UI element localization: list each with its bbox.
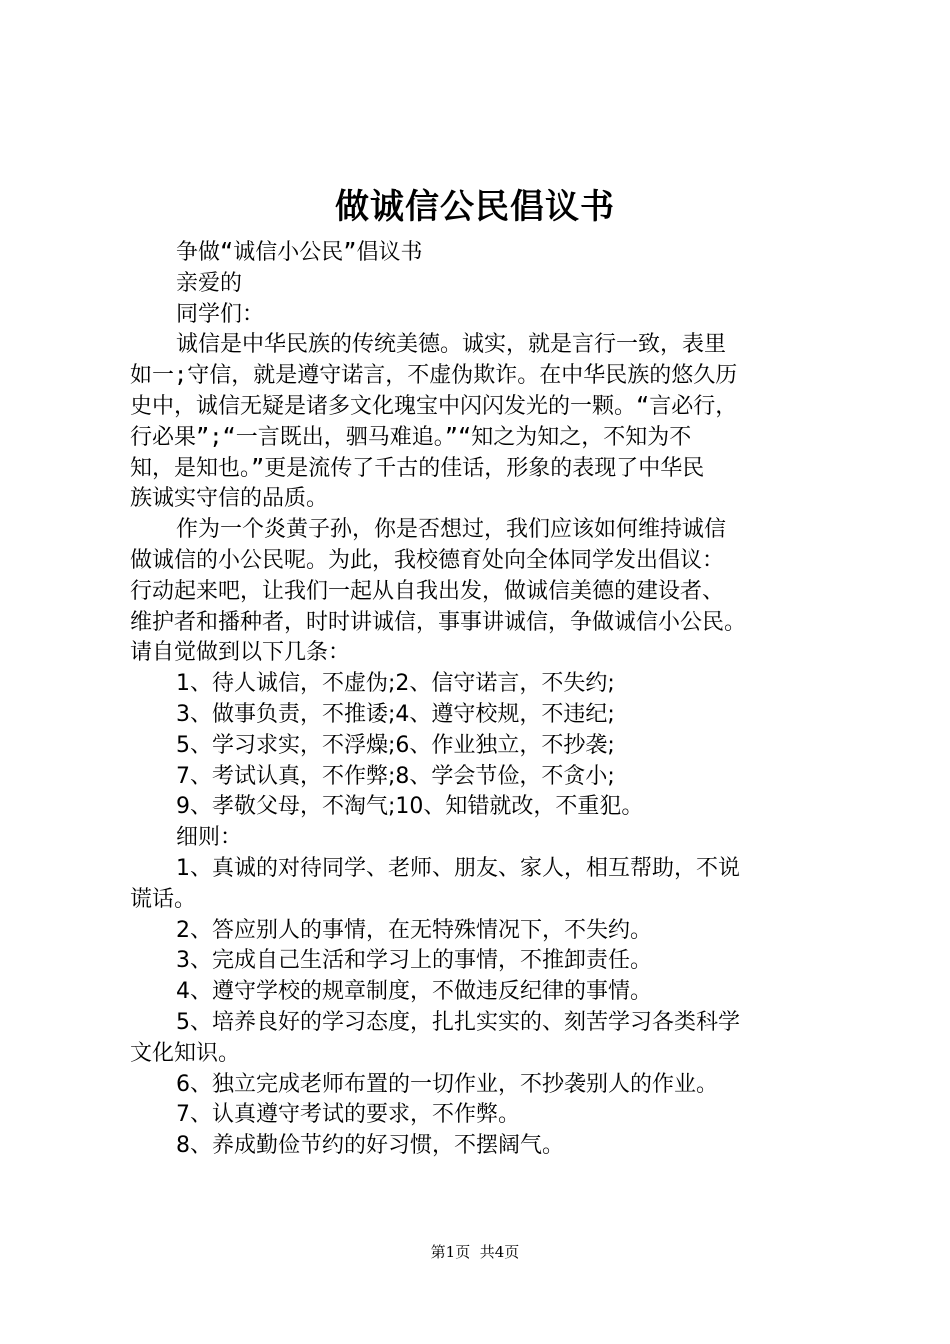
page-footer [0, 1241, 950, 1263]
body-line: 细则： [176, 825, 243, 851]
body-line: 1、真诚的对待同学、老师、朋友、家人，相互帮助，不说 [176, 855, 740, 881]
document-title: 做诚信公民倡议书 [335, 187, 615, 227]
body-line: 诚信是中华民族的传统美德。诚实，就是言行一致，表里 [176, 332, 727, 358]
document-body [130, 238, 842, 1162]
body-line: 谎话。 [130, 886, 197, 912]
body-line: 同学们： [176, 301, 265, 327]
body-line: 族诚实守信的品质。 [130, 486, 329, 512]
page-number: 第1页 [430, 1243, 471, 1261]
body-line: 6、独立完成老师布置的一切作业，不抄袭别人的作业。 [176, 1071, 718, 1097]
body-line: 2、答应别人的事情，在无特殊情况下，不失约。 [176, 917, 652, 943]
body-line: 5、学习求实，不浮燥;6、作业独立，不抄袭; [176, 732, 615, 758]
body-line: 做诚信的小公民呢。为此，我校德育处向全体同学发出倡议： [130, 547, 725, 573]
body-line: 亲爱的 [176, 270, 243, 296]
body-line: 7、考试认真，不作弊;8、学会节俭，不贪小; [176, 763, 615, 789]
body-line: 8、养成勤俭节约的好习惯，不摆阔气。 [176, 1133, 564, 1159]
body-line: 维护者和播种者，时时讲诚信，事事讲诚信，争做诚信小公民。 [130, 609, 747, 635]
body-line: 1、待人诚信，不虚伪;2、信守诺言，不失约; [176, 671, 615, 697]
body-line: 3、做事负责，不推诿;4、遵守校规，不违纪; [176, 701, 615, 727]
body-line: 争做“诚信小公民”倡议书 [176, 240, 423, 265]
body-line: 9、孝敬父母，不淘气;10、知错就改，不重犯。 [176, 794, 644, 820]
body-line: 5、培养良好的学习态度，扎扎实实的、刻苦学习各类科学 [176, 1009, 740, 1035]
body-line: 史中，诚信无疑是诸多文化瑰宝中闪闪发光的一颗。“言必行， [130, 393, 738, 419]
body-line: 4、遵守学校的规章制度，不做违反纪律的事情。 [176, 979, 652, 1005]
body-line: 请自觉做到以下几条： [130, 640, 351, 666]
body-line: 7、认真遵守考试的要求，不作弊。 [176, 1102, 520, 1128]
body-line: 文化知识。 [130, 1040, 241, 1066]
body-line: 如一;守信，就是遵守诺言，不虚伪欺诈。在中华民族的悠久历 [130, 363, 738, 389]
body-line: 知，是知也。”更是流传了千古的佳话，形象的表现了中华民 [130, 455, 705, 481]
page-total: 共4页 [479, 1243, 520, 1261]
body-line: 行必果”;“一言既出，驷马难追。”“知之为知之，不知为不 [130, 424, 692, 450]
body-line: 3、完成自己生活和学习上的事情，不推卸责任。 [176, 948, 652, 974]
body-line: 行动起来吧，让我们一起从自我出发，做诚信美德的建设者、 [130, 578, 725, 604]
body-line: 作为一个炎黄子孙，你是否想过，我们应该如何维持诚信 [176, 517, 727, 543]
